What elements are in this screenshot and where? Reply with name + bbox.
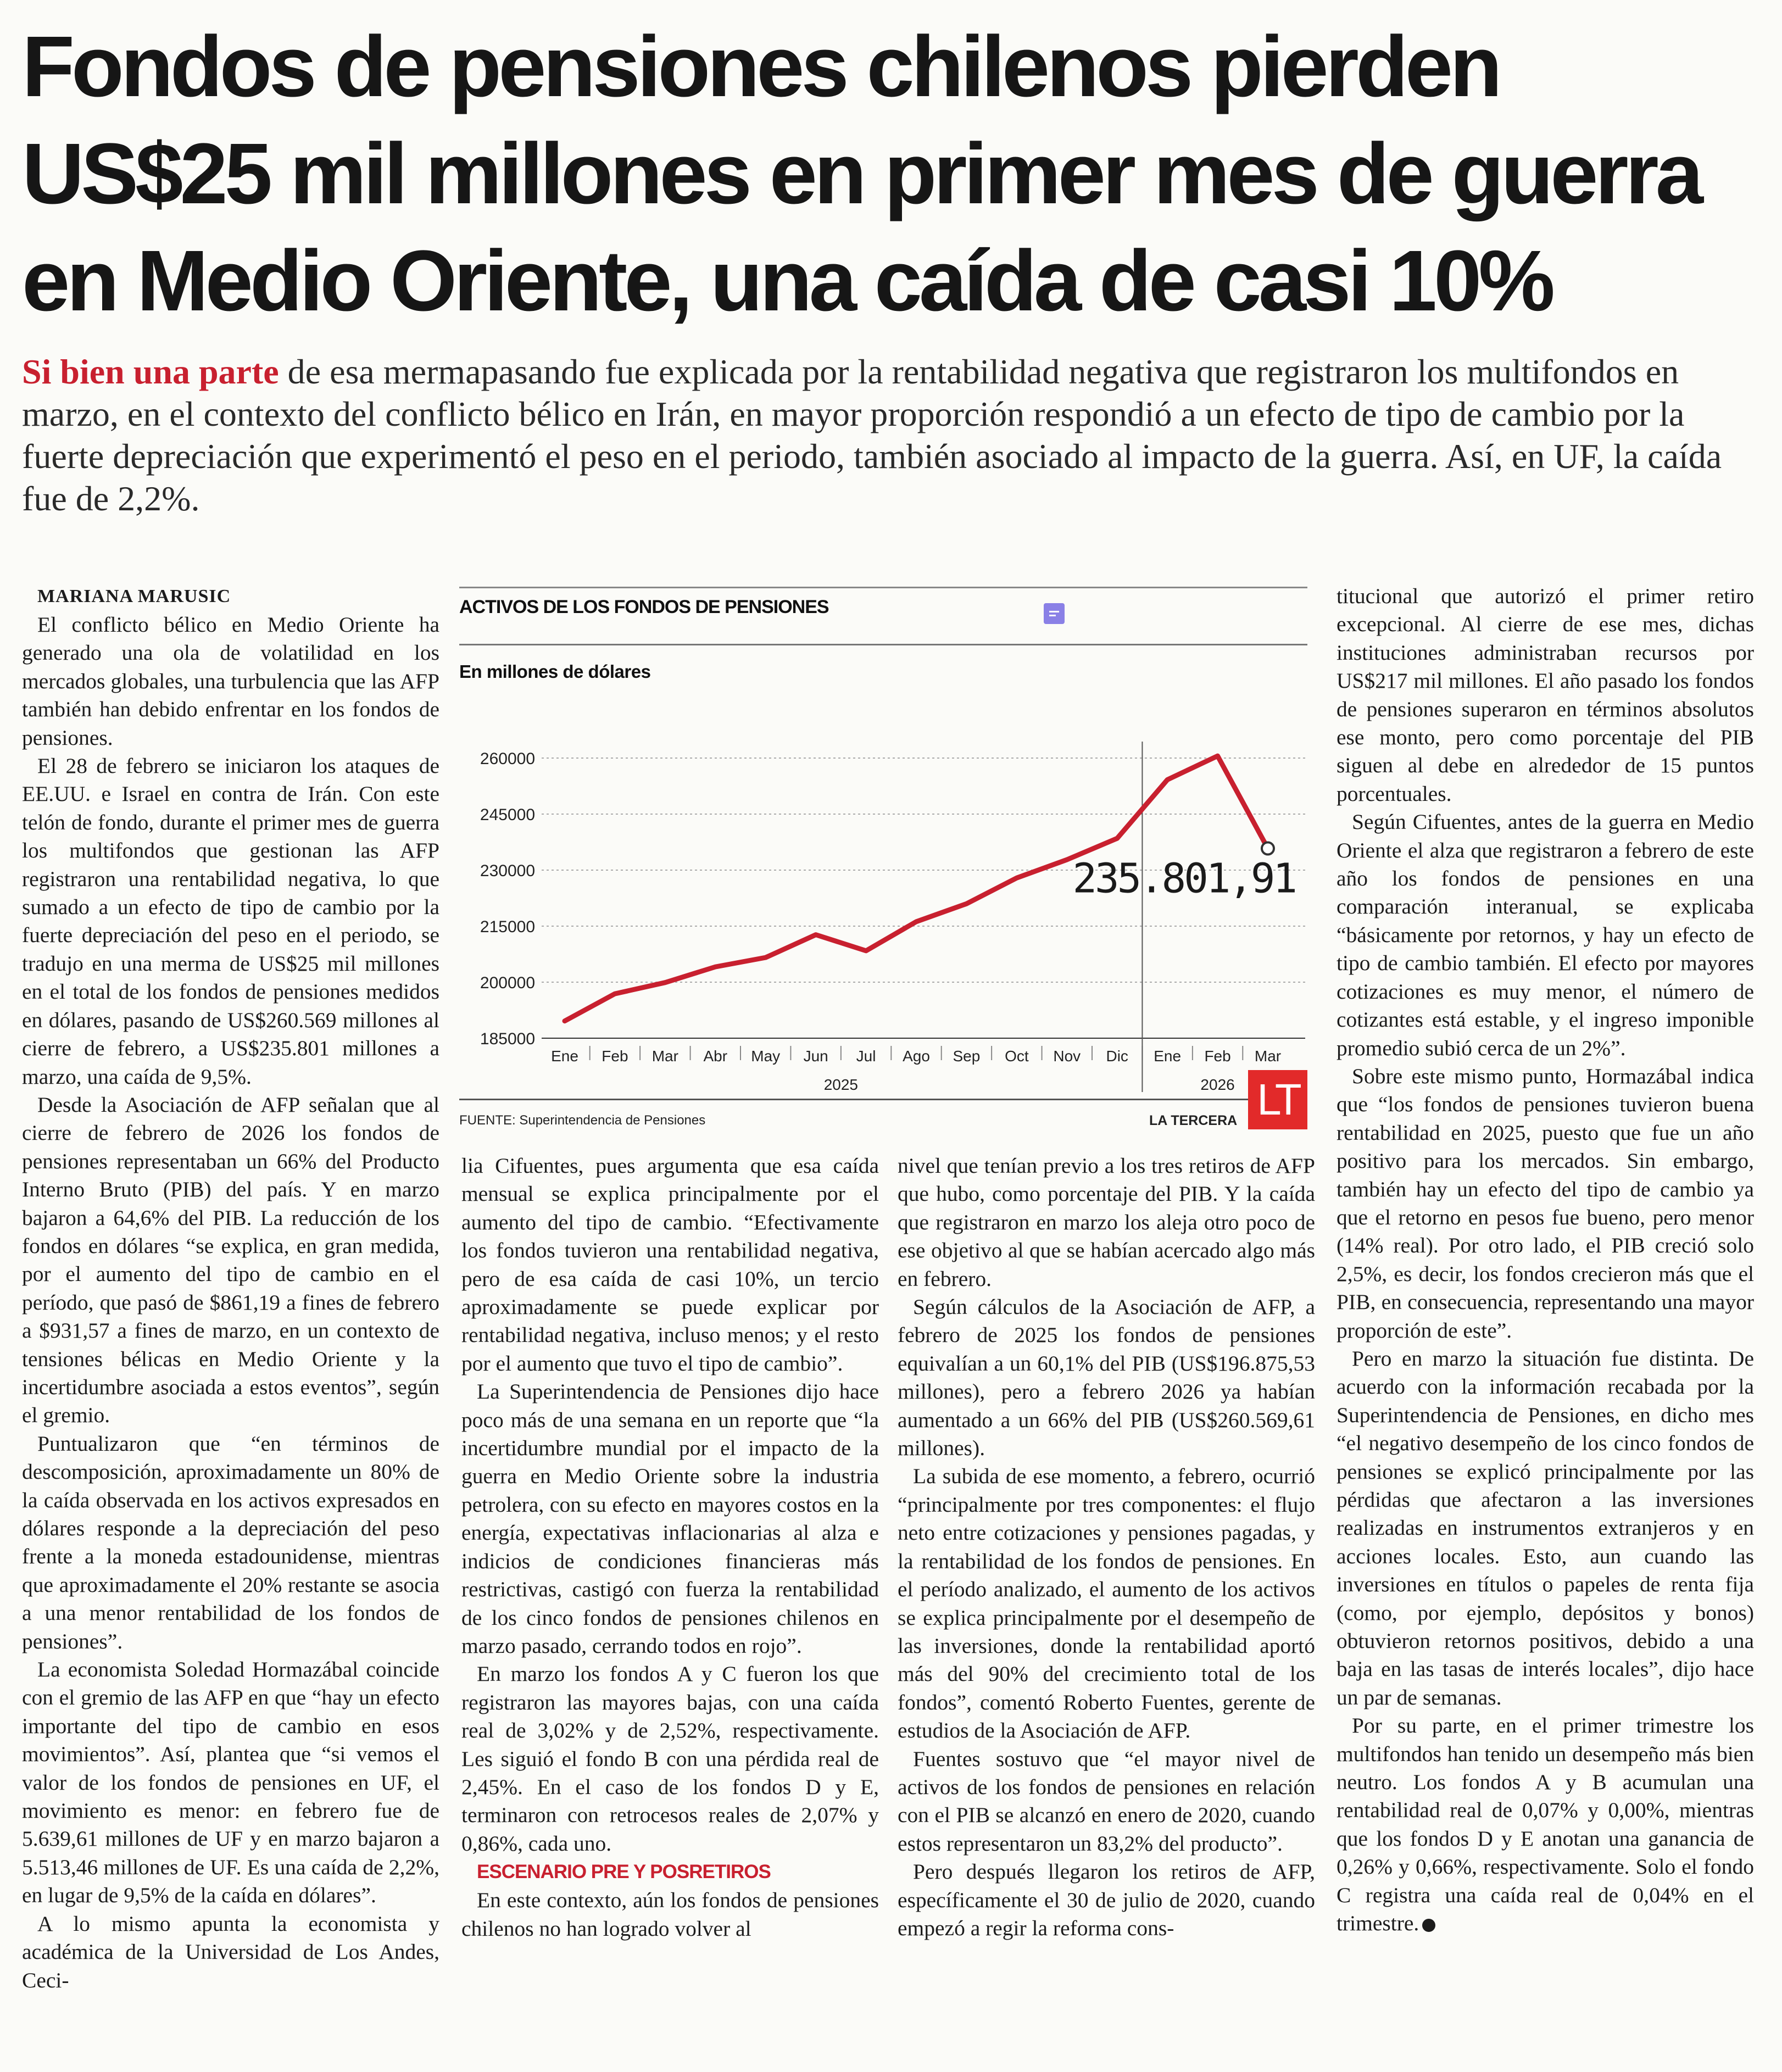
paragraph: Desde la Asociación de AFP señalan que al cierre de febrero de 2026 los fondos de pensiones representaban un 66% del Producto Interno Bruto (PIB) del país. Y en marzo bajaron a 64,6% del PIB. La reducción de los fondos en dólares “se explica, en gran medida, por el aumento del tipo de cambio en el período, que pasó de $861,19 a fines de febrero a $931,57 a fines de marzo, en un contexto de tensiones bélicas en Medio Oriente y la incertidumbre asociada a estos eventos”, según el gremio. — [22, 1092, 439, 1428]
paragraph: Puntualizaron que “en términos de descomposición, aproximadamente un 80% de la caída observada en los activos expresados en dólares responde a la depreciación del peso frente a la moneda estadounidense, mientras que aproximadamente el 20% restante se asocia a una menor rentabilidad de los fondos de pensiones”. — [22, 1431, 439, 1653]
section-subhead: ESCENARIO PRE Y POSRETIROS — [477, 1861, 771, 1883]
data-point — [1217, 755, 1218, 756]
line-chart — [459, 675, 1307, 1092]
data-point — [1016, 877, 1017, 878]
data-point — [1066, 859, 1067, 860]
data-point — [564, 1021, 565, 1022]
x-tick-label: Nov — [1053, 1048, 1081, 1065]
x-tick-label: Ene — [1154, 1048, 1182, 1065]
year-label: 2025 — [823, 1076, 859, 1092]
paragraph: A lo mismo apunta la economista y académica de la Universidad de Los Andes, Ceci- — [22, 1911, 439, 1992]
paragraph: nivel que tenían previo a los tres retiros de AFP que hubo, como porcentaje del PIB. Y la caída que registraron en marzo los aleja otro poco de ese objetivo al que se habían acercado algo más en febrero. — [898, 1154, 1315, 1291]
la-tercera-logo: LT — [1248, 1070, 1307, 1129]
headline-line-2: US$25 mil millones en primer mes de guerra — [22, 126, 1701, 222]
x-tick-label: Oct — [1005, 1048, 1029, 1065]
paragraph: En este contexto, aún los fondos de pensiones chilenos no han logrado volver al — [461, 1888, 879, 1941]
paragraph: Pero en marzo la situación fue distinta. De acuerdo con la información recabada por la Superintendencia de Pensiones, en dicho mes “el negativo desempeño de los cinco fondos de pensiones se explicó principalmente por las pérdidas que afectaron a las inversiones realizadas en instrumentos extranjeros y en acciones locales. Esto, aun cuando las inversiones en títulos o papeles de renta fija (como, por ejemplo, depósitos y bonos) obtuvieron retornos positivos, debido a una baja en las tasas de interés locales”, dijo hace un par de semanas. — [1336, 1346, 1754, 1709]
divider — [459, 587, 1307, 588]
chart-credit: LA TERCERA — [1149, 1113, 1238, 1128]
headline-line-3: en Medio Oriente, una caída de casi 10% — [22, 233, 1552, 329]
end-mark-icon — [1422, 1919, 1435, 1932]
article-column-3 — [898, 1152, 1315, 1942]
y-tick-label: 185000 — [480, 1030, 535, 1048]
paragraph-text: Por su parte, en el primer trimestre los multifondos han tenido un desempeño más bien neutro. Los fondos A y B acumulan una rentabilidad real de 0,07% y 0,00%, mientras que los fondos D y E anotan una ganancia de 0,26% y 0,66%, respectivamente. Solo el fondo C registra una caída real de 0,04% en el trimestre. — [1336, 1713, 1754, 1936]
deck — [22, 350, 1758, 520]
divider — [459, 644, 1307, 645]
x-tick-label: May — [751, 1048, 781, 1065]
year-label: 2026 — [1200, 1076, 1235, 1092]
paragraph: Fuentes sostuvo que “el mayor nivel de activos de los fondos de pensiones en relación con el PIB se alcanzó en enero de 2020, cuando estos representaron un 83,2% del producto”. — [898, 1746, 1315, 1856]
paragraph: Según Cifuentes, antes de la guerra en Medio Oriente el alza que registraron a febrero de este año los fondos de pensiones en una comparación interanual, se explicaba “básicamente por retornos, y hay un efecto de tipo de cambio también. El efecto por mayores cotizaciones es muy menor, el número de cotizantes está estable, y el ingreso imponible promedio subió cerca de un 2%”. — [1336, 810, 1754, 1060]
x-tick-label: Feb — [1204, 1048, 1231, 1065]
x-tick-label: Ene — [551, 1048, 578, 1065]
paragraph: titucional que autorizó el primer retiro excepcional. Al cierre de ese mes, dichas instituciones administraban recursos por US$217 mil millones. El año pasado los fondos de pensiones superaron en términos absolutos ese monto, pero como porcentaje del PIB siguen al debe en alrededor de 15 puntos porcentuales. — [1336, 584, 1754, 806]
data-point — [715, 966, 716, 967]
data-point — [815, 934, 816, 935]
deck-text: de esa mermapasando fue explicada por la rentabilidad negativa que registraron los multifondos en marzo, en el contexto del conflicto bélico en Irán, en mayor proporción respondió a un efecto de tipo de cambio por la fuerte depreciación que experimentó el peso en el periodo, también asociado al impacto de la guerra. Así, en UF, la caída fue de 2,2%. — [22, 352, 1722, 518]
article-column-2 — [461, 1152, 879, 1943]
paragraph: Sobre este mismo punto, Hormazábal indica que “los fondos de pensiones tuvieron buena rentabilidad en 2025, puesto que fue un año positivo para los mercados. Sin embargo, también hay un efecto del tipo de cambio ya que el retorno en pesos fue bueno, pero menor (14% real). Por otro lado, el PIB creció solo 2,5%, es decir, los fondos crecieron más que el PIB, en consecuencia, representando una mayor proporción de este”. — [1336, 1063, 1754, 1343]
chart-source: FUENTE: Superintendencia de Pensiones — [459, 1113, 706, 1128]
byline: MARIANA MARUSIC — [37, 586, 231, 606]
paragraph: Pero después llegaron los retiros de AFP, específicamente el 30 de julio de 2020, cuando empezó a regir la reforma cons- — [898, 1859, 1315, 1940]
paragraph: El 28 de febrero se iniciaron los ataques de EE.UU. e Israel en contra de Irán. Con este telón de fondo, durante el primer mes de guerra los multifondos que gestionan las AFP registraron una rentabilidad negativa, lo que sumado a un efecto de tipo de cambio por la fuerte depreciación del peso en el periodo, se tradujo en una merma de US$25 mil millones en el total de los fondos de pensiones medidos en dólares, pasando de US$260.569 millones al cierre de febrero, a US$235.801 millones a marzo, una caída de 9,5%. — [22, 754, 439, 1089]
paragraph: En marzo los fondos A y C fueron los que registraron las mayores bajas, con una caída real de 3,02% y de 2,52%, respectivamente. Les siguió el fondo B con una pérdida real de 2,45%. En el caso de los fondos D y E, terminaron con retrocesos reales de 2,07% y 0,86%, cada uno. — [461, 1662, 879, 1856]
data-point — [665, 982, 666, 983]
y-tick-label: 260000 — [480, 750, 535, 768]
paragraph: La subida de ese momento, a febrero, ocurrió “principalmente por tres componentes: el flujo neto entre cotizaciones y pensiones pagadas, y la rentabilidad de los fondos de pensiones. En el período analizado, el aumento de los activos se explica principalmente por el desempeño de las inversiones, donde la rentabilidad aportó más del 90% del crecimiento total de los fondos”, comentó Roberto Fuentes, gerente de estudios de la Asociación de AFP. — [898, 1464, 1315, 1743]
data-point — [916, 921, 917, 922]
x-tick-label: Jun — [803, 1048, 828, 1065]
x-tick-label: Sep — [953, 1048, 981, 1065]
chart-graphic — [459, 587, 1307, 1136]
paragraph — [1336, 1712, 1754, 1937]
x-tick-label: Abr — [703, 1048, 728, 1065]
headline-line-1: Fondos de pensiones chilenos pierden — [22, 19, 1499, 115]
paragraph: lia Cifuentes, pues argumenta que esa caída mensual se explica principalmente por el aumento del tipo de cambio. “Efectivamente los fondos tuvieron una rentabilidad negativa, pero de esa caída de casi 10%, un tercio aproximadamente se puede explicar por rentabilidad negativa, incluso menos; y el resto por el aumento que tuvo el tipo de cambio”. — [461, 1154, 879, 1375]
x-tick-label: Mar — [1254, 1048, 1282, 1065]
data-point — [866, 950, 867, 951]
y-tick-label: 215000 — [480, 918, 535, 936]
data-point — [966, 903, 967, 904]
divider — [459, 1099, 1259, 1100]
paragraph: La economista Soledad Hormazábal coincide con el gremio de las AFP en que “hay un efecto importante del tipo de cambio en esos movimientos”. Así, plantea que “si vemos el valor de los fondos de pensiones en UF, el movimiento es menor: en febrero fue de 5.639,61 millones de UF y en marzo bajaron a 5.513,46 millones de UF. Es una caída de 2,2%, en lugar de 9,5% de la caída en dólares”. — [22, 1657, 439, 1908]
article-column-1 — [22, 582, 439, 1995]
x-tick-label: Mar — [651, 1048, 678, 1065]
paragraph: El conflicto bélico en Medio Oriente ha generado una ola de volatilidad en los mercados globales, una turbulencia que las AFP también han debido enfrentar en los fondos de pensiones. — [22, 612, 439, 750]
y-tick-label: 245000 — [480, 806, 535, 824]
chart-title: ACTIVOS DE LOS FONDOS DE PENSIONES — [459, 597, 829, 617]
x-tick-label: Feb — [602, 1048, 628, 1065]
y-tick-label: 230000 — [480, 862, 535, 880]
x-tick-label: Ago — [903, 1048, 930, 1065]
paragraph: Según cálculos de la Asociación de AFP, a febrero de 2025 los fondos de pensiones equivalían a un 60,1% del PIB (US$196.875,53 millones), pero a febrero 2026 ya habían aumentado a un 66% del PIB (US$260.569,61 millones). — [898, 1295, 1315, 1461]
data-point — [765, 957, 766, 958]
article-column-4 — [1336, 582, 1754, 1938]
note-icon[interactable] — [1044, 603, 1065, 624]
y-tick-label: 200000 — [480, 974, 535, 992]
paragraph: La Superintendencia de Pensiones dijo hace poco más de una semana en un reporte que “la incertidumbre mundial por el impacto de la guerra en Medio Oriente sobre la industria petrolera, con su efecto en mayores costos en la energía, expectativas inflacionarias al alza e indicios de condiciones financieras más restrictivas, castigó con fuerza la rentabilidad de los cinco fondos de pensiones chilenos en marzo pasado, cerrando todos en rojo”. — [461, 1379, 879, 1658]
annotation-value: 235.801,91 — [1072, 855, 1295, 903]
data-point — [1117, 838, 1118, 839]
x-tick-label: Jul — [856, 1048, 876, 1065]
data-point — [1167, 779, 1168, 780]
headline — [22, 13, 1763, 335]
chart-subtitle: En millones de dólares — [459, 661, 651, 682]
end-point-marker — [1262, 843, 1274, 855]
x-tick-label: Dic — [1106, 1048, 1128, 1065]
data-point — [614, 993, 615, 994]
deck-lead: Si bien una parte — [22, 352, 279, 391]
